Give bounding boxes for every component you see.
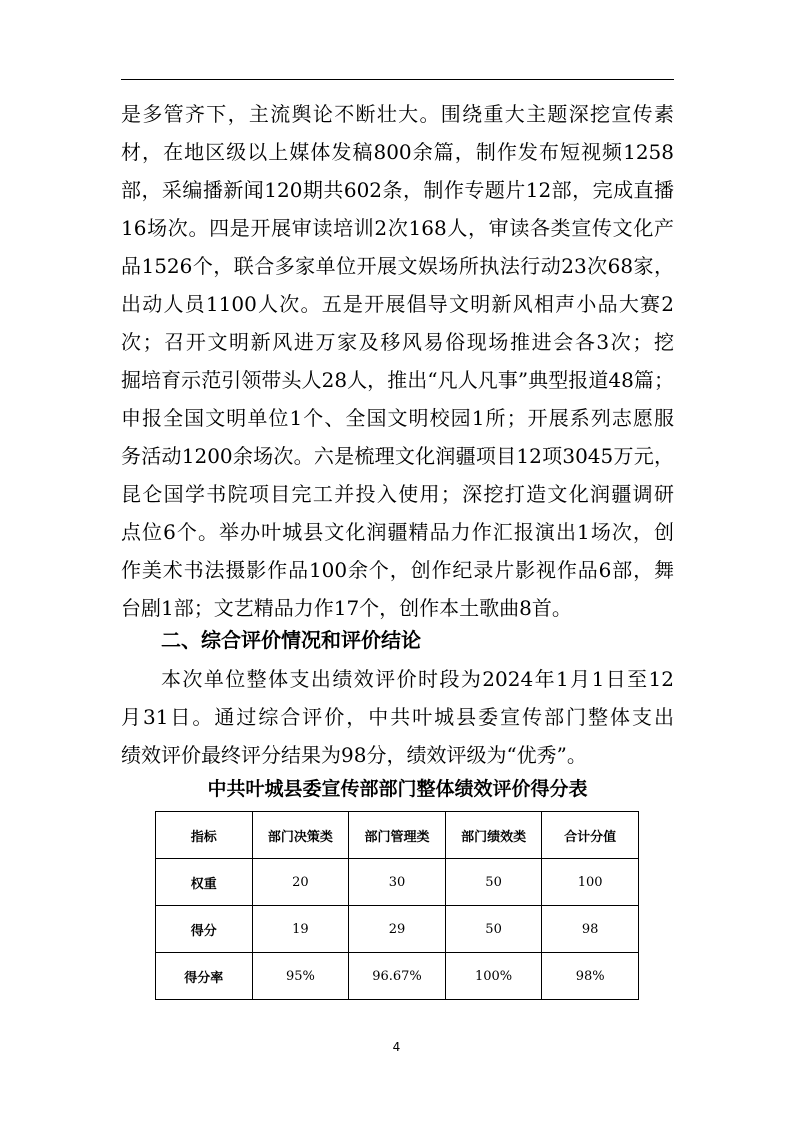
table-cell: 96.67% bbox=[349, 953, 446, 1000]
body-line: 16场次。四是开展审读培训2次168人，审读各类宣传文化产 bbox=[121, 216, 674, 240]
score-table bbox=[155, 811, 639, 1000]
table-cell: 98% bbox=[542, 953, 639, 1000]
table-cell: 100% bbox=[445, 953, 542, 1000]
body-line: 材，在地区级以上媒体发稿800余篇，制作发布短视频1258 bbox=[121, 140, 674, 164]
header-cell: 指标 bbox=[156, 812, 253, 859]
conclusion-line: 本次单位整体支出绩效评价时段为2024年1月1日至12 bbox=[161, 667, 674, 691]
table-cell: 100 bbox=[542, 859, 639, 906]
table-cell: 29 bbox=[349, 906, 446, 953]
body-line: 部，采编播新闻120期共602条，制作专题片12部，完成直播 bbox=[121, 178, 674, 202]
body-paragraph bbox=[121, 95, 674, 627]
table-cell: 50 bbox=[445, 906, 542, 953]
table-row bbox=[156, 859, 639, 906]
body-line: 昆仑国学书院项目完工并投入使用；深挖打造文化润疆调研 bbox=[121, 482, 674, 506]
body-line: 是多管齐下，主流舆论不断壮大。围绕重大主题深挖宣传素 bbox=[121, 102, 674, 126]
header-cell: 部门管理类 bbox=[349, 812, 446, 859]
table-row bbox=[156, 906, 639, 953]
conclusion-line: 月31日。通过综合评价，中共叶城县委宣传部门整体支出 bbox=[121, 705, 674, 729]
conclusion-line: 绩效评价最终评分结果为98分，绩效评级为“优秀”。 bbox=[121, 743, 587, 767]
table-header-row bbox=[156, 812, 639, 859]
row-label: 得分率 bbox=[156, 953, 253, 1000]
body-line: 务活动1200余场次。六是梳理文化润疆项目12项3045万元， bbox=[121, 444, 674, 468]
section-heading: 二、综合评价情况和评价结论 bbox=[161, 628, 421, 652]
table-cell: 30 bbox=[349, 859, 446, 906]
body-line: 出动人员1100人次。五是开展倡导文明新风相声小品大赛2 bbox=[121, 292, 674, 316]
body-line: 次；召开文明新风进万家及移风易俗现场推进会各3次；挖 bbox=[121, 330, 674, 354]
table-title: 中共叶城县委宣传部部门整体绩效评价得分表 bbox=[207, 778, 588, 800]
body-line: 点位6个。举办叶城县文化润疆精品力作汇报演出1场次，创 bbox=[121, 520, 674, 544]
row-label: 得分 bbox=[156, 906, 253, 953]
table-cell: 20 bbox=[252, 859, 349, 906]
table-cell: 98 bbox=[542, 906, 639, 953]
body-line: 台剧1部；文艺精品力作17个，创作本土歌曲8首。 bbox=[121, 596, 572, 620]
body-line: 申报全国文明单位1个、全国文明校园1所；开展系列志愿服 bbox=[121, 406, 674, 430]
table-row bbox=[156, 953, 639, 1000]
conclusion-paragraph bbox=[121, 660, 674, 774]
header-rule bbox=[121, 79, 674, 80]
header-cell: 部门绩效类 bbox=[445, 812, 542, 859]
header-cell: 合计分值 bbox=[542, 812, 639, 859]
table-cell: 19 bbox=[252, 906, 349, 953]
table-cell: 95% bbox=[252, 953, 349, 1000]
body-line: 品1526个，联合多家单位开展文娱场所执法行动23次68家， bbox=[121, 254, 674, 278]
body-line: 掘培育示范引领带头人28人，推出“凡人凡事”典型报道48篇； bbox=[121, 368, 674, 392]
page-number: 4 bbox=[392, 1040, 401, 1054]
header-cell: 部门决策类 bbox=[252, 812, 349, 859]
table-cell: 50 bbox=[445, 859, 542, 906]
body-line: 作美术书法摄影作品100余个，创作纪录片影视作品6部，舞 bbox=[121, 558, 674, 582]
row-label: 权重 bbox=[156, 859, 253, 906]
